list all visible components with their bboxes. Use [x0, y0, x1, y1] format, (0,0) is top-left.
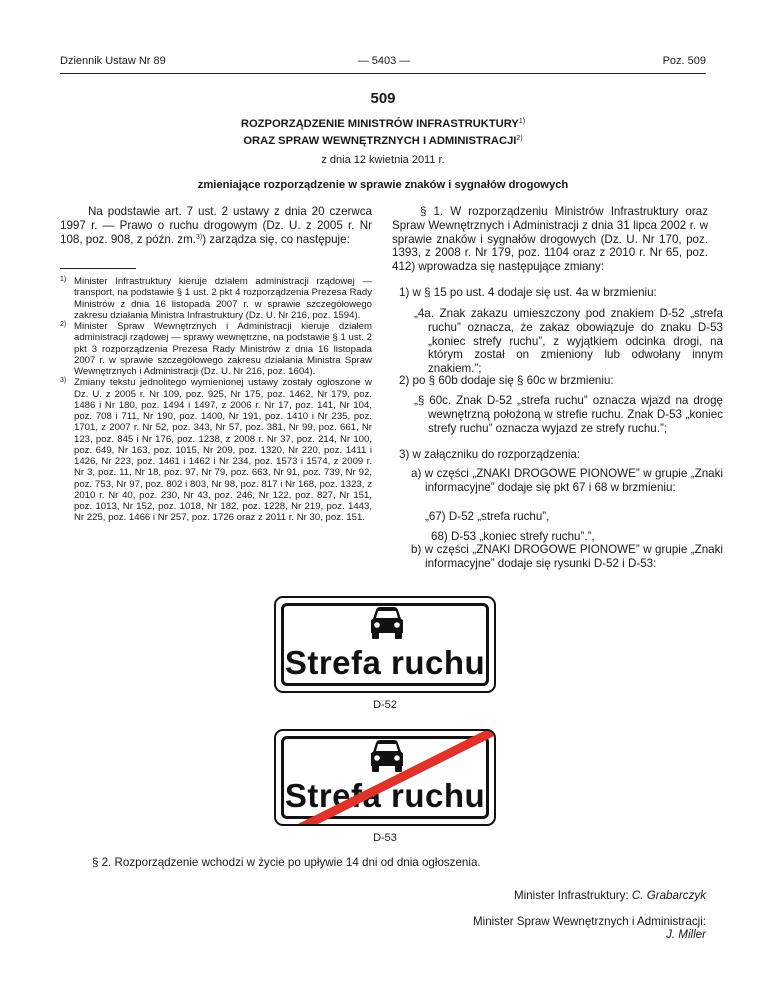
sign-d53-text: Strefa ruchu	[284, 777, 486, 814]
signature-2-role: Minister Spraw Wewnętrznych i Administracji:	[472, 915, 706, 928]
sign-d53-caption: D-53	[373, 832, 397, 844]
footnote-text: Minister Spraw Wewnętrznych i Administracji kieruje działem administracji rządowej — sprawy wewnętrzne, na podstawie § 1 ust. 2 pkt 3 rozporządzenia Prezesa Rady Ministrów z dnia 16 listopada 2007 r. w sprawie szczegółowego zakresu działania Ministra Spraw Wewnętrznych i Administracji (Dz. U. Nr 216, poz. 1604).	[74, 321, 372, 377]
footnote-mark: 1)	[60, 276, 67, 283]
footnote-2	[60, 321, 372, 377]
point-67: „67) D-52 „strefa ruchu”,	[425, 510, 550, 523]
title-ref-1: 1)	[518, 118, 526, 125]
document-date: z dnia 12 kwietnia 2011 r.	[321, 154, 445, 166]
footnotes	[60, 276, 372, 524]
header-rule	[60, 73, 706, 74]
footnote-text: Minister Infrastruktury kieruje działem administracji rządowej — transport, na podstawie § 1 ust. 2 pkt 4 rozporządzenia Prezesa Rady Ministrów z dnia 16 listopada 2007 r. w sprawie szczegółowego zakresu działania Ministra Infrastruktury (Dz. U. Nr 216, poz. 1594).	[74, 276, 372, 321]
footnote-3	[60, 377, 372, 523]
amendment-item-2-quote: „§ 60c. Znak D-52 „strefa ruchu” oznacza wjazd na drogę wewnętrzną położoną w strefie ruchu. Znak D-53 „koniec strefy ruchu” oznacza wyjazd ze strefy ruchu.”;	[414, 394, 723, 435]
paragraph-2: § 2. Rozporządzenie wchodzi w życie po upływie 14 dni od dnia ogłoszenia.	[92, 856, 481, 869]
amendment-item-2: 2) po § 60b dodaje się § 60c w brzmieniu:	[399, 374, 614, 387]
document-number: 509	[370, 90, 396, 107]
title-line-2: ORAZ SPRAW WEWNĘTRZNYCH I ADMINISTRACJI	[243, 134, 517, 147]
position-number: Poz. 509	[662, 55, 706, 67]
footnote-mark: 2)	[60, 321, 67, 328]
amendment-item-3a: a) w części „ZNAKI DROGOWE PIONOWE” w grupie „Znaki informacyjne” dodaje się pkt 67 i 68 w brzmieniu:	[411, 467, 723, 494]
sign-d52-caption: D-52	[373, 699, 397, 711]
legal-basis-tail: ) zarządza się, co następuje:	[202, 232, 350, 246]
legal-basis-text: Na podstawie art. 7 ust. 2 ustawy z dnia 20 czerwca 1997 r. — Prawo o ruchu drogowym (Dz. U. z 2005 r. Nr 108, poz. 908, z późn. zm.	[60, 205, 372, 246]
footnote-mark: 3)	[60, 377, 67, 385]
sign-d52-text: Strefa ruchu	[284, 644, 486, 681]
sign-d52	[274, 596, 496, 693]
amendment-item-3b: b) w części „ZNAKI DROGOWE PIONOWE” w grupie „Znaki informacyjne” dodaje się rysunki D-52 i D-53:	[411, 543, 723, 570]
signature-1	[306, 889, 706, 902]
footnote-1	[60, 276, 372, 321]
paragraph-1-intro: § 1. W rozporządzeniu Ministrów Infrastruktury oraz Spraw Wewnętrznych i Administracji z dnia 31 lipca 2002 r. w sprawie znaków i sygnałów drogowych (Dz. U. Nr 170, poz. 1393, z 2008 r. Nr 179, poz. 1104 oraz z 2010 r. Nr 65, poz. 412) wprowadza się następujące zmiany:	[392, 205, 708, 274]
sign-d53	[274, 729, 496, 826]
amendment-item-1-quote: „4a. Znak zakazu umieszczony pod znakiem D-52 „strefa ruchu” oznacza, że zakaz obowiązuje do znaku D-53 „koniec strefy ruchu”, z wyjątkiem odcinka drogi, na którym został on zmieniony lub odwołany innym znakiem.”;	[414, 307, 723, 376]
journal-name: Dziennik Ustaw Nr 89	[60, 55, 166, 67]
legal-basis-ref: 3)	[195, 233, 203, 241]
page-number: — 5403 —	[357, 55, 411, 67]
title-line-1: ROZPORZĄDZENIE MINISTRÓW INFRASTRUKTURY	[240, 118, 519, 130]
document-title	[60, 115, 706, 148]
signature-1-name: C. Grabarczyk	[631, 889, 706, 902]
title-ref-2: 2)	[516, 134, 523, 142]
amendment-item-3: 3) w załączniku do rozporządzenia:	[399, 448, 581, 461]
legal-basis	[60, 205, 372, 246]
cancel-slash-icon	[276, 731, 496, 826]
amendment-item-1: 1) w § 15 po ust. 4 dodaje się ust. 4a w brzmieniu:	[399, 286, 657, 299]
point-68: 68) D-53 „koniec strefy ruchu”.”,	[431, 530, 595, 543]
signature-1-role: Minister Infrastruktury:	[513, 889, 629, 902]
signature-2	[306, 915, 706, 941]
document-subject: zmieniające rozporządzenie w sprawie znaków i sygnałów drogowych	[197, 179, 569, 191]
footnote-rule	[60, 268, 136, 269]
car-icon	[369, 606, 405, 640]
footnote-text: Zmiany tekstu jednolitego wymienionej ustawy zostały ogłoszone w Dz. U. z 2005 r. Nr 109, poz. 925, Nr 175, poz. 1462, Nr 179, poz. 1486 i Nr 180, poz. 1494 i 1497, z 2006 r. Nr 17, poz. 141, Nr 104, poz. 708 i 711, Nr 190, poz. 1400, Nr 191, poz. 1410 i Nr 235, poz. 1701, z 2007 r. Nr 52, poz. 343, Nr 57, poz. 381, Nr 99, poz. 661, Nr 123, poz. 845 i Nr 176, poz. 1238, z 2008 r. Nr 37, poz. 214, Nr 100, poz. 649, Nr 163, poz. 1015, Nr 209, poz. 1320, Nr 220, poz. 1411 i 1426, Nr 223, poz. 1461 i 1462 i Nr 234, poz. 1573 i 1574, z 2009 r. Nr 3, poz. 11, Nr 18, poz. 97, Nr 79, poz. 663, Nr 91, poz. 739, Nr 92, poz. 753, Nr 97, poz. 802 i 803, Nr 98, poz. 817 i Nr 168, poz. 1323, z 2010 r. Nr 40, poz. 230, Nr 43, poz. 246, Nr 122, poz. 827, Nr 151, poz. 1013, Nr 152, poz. 1018, Nr 182, poz. 1228, Nr 219, poz. 1443, Nr 225, poz. 1466 i Nr 257, poz. 1726 oraz z 2011 r. Nr 30, poz. 151.	[74, 377, 372, 524]
signature-2-name: J. Miller	[666, 928, 706, 941]
